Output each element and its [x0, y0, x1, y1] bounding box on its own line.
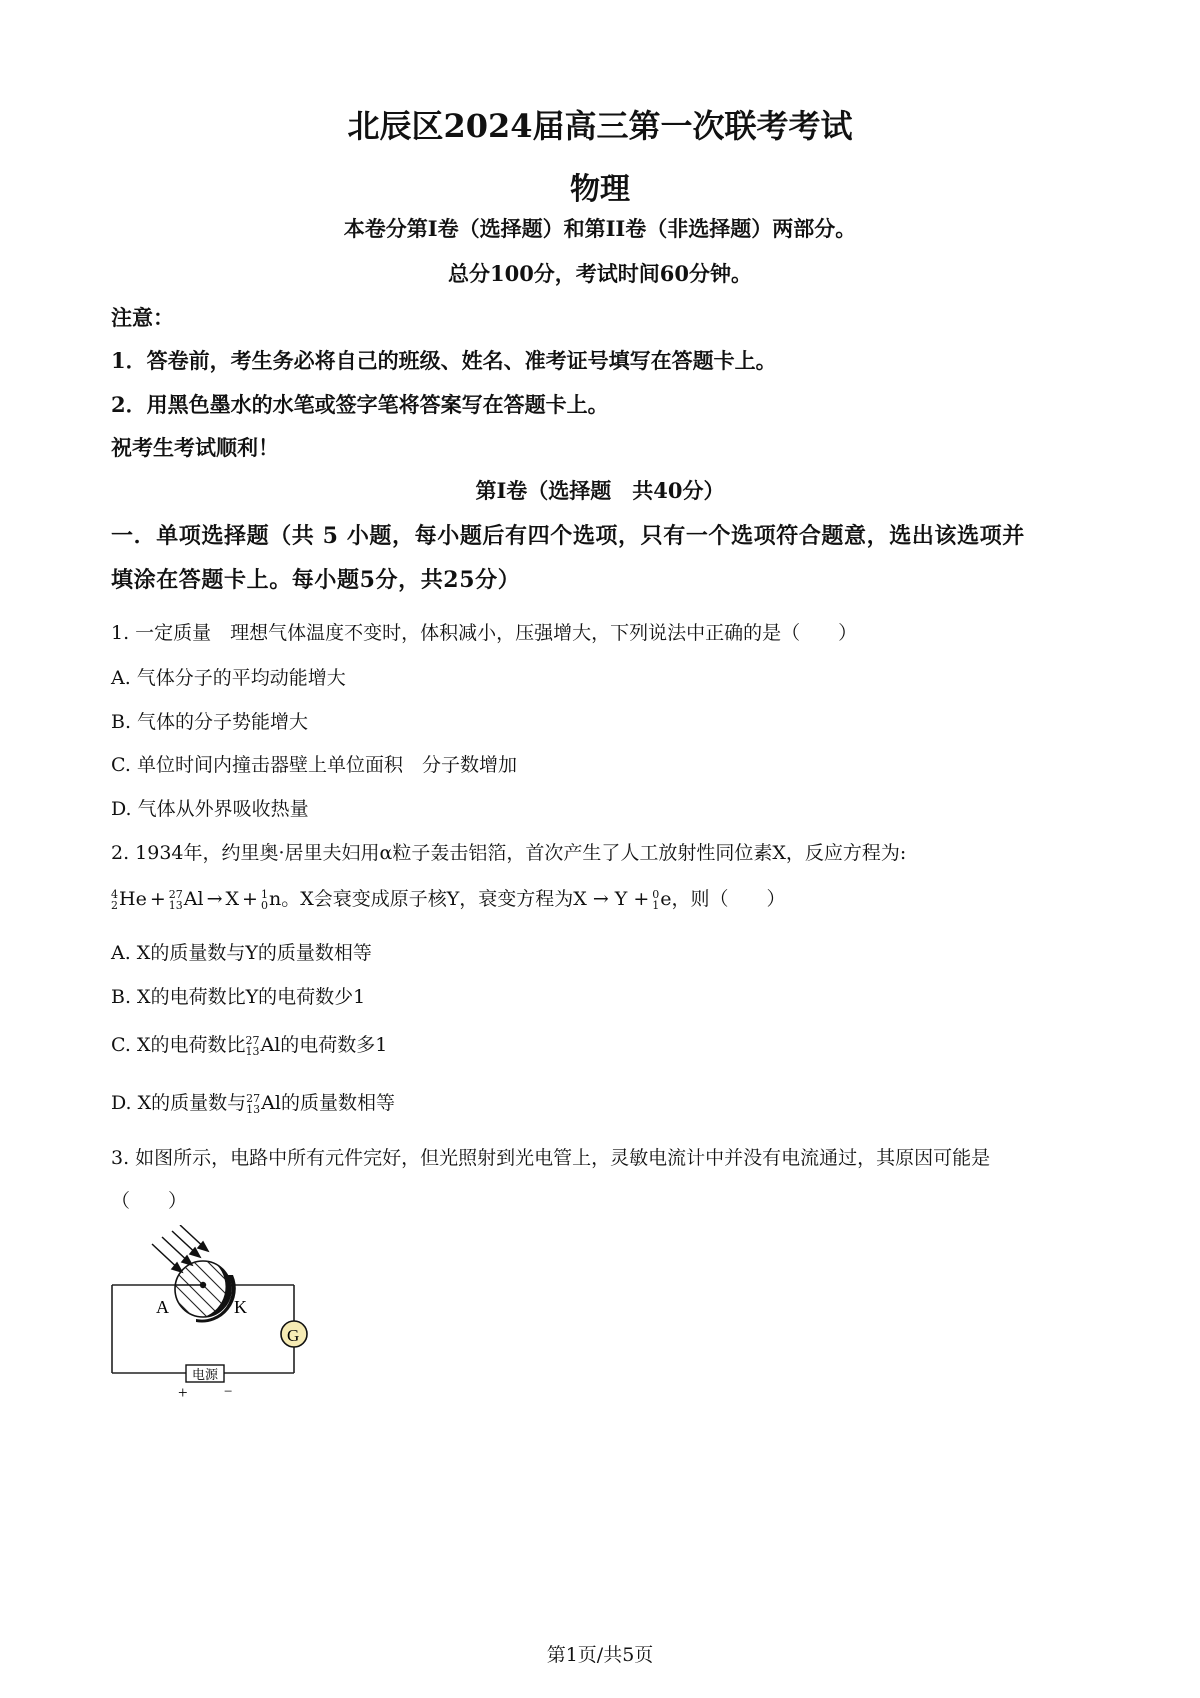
- photocell-circuit-diagram: [100, 1225, 340, 1425]
- plus-sign: +: [242, 888, 258, 910]
- al-isotope-numbers: 27 13: [168, 888, 183, 912]
- galvanometer: [281, 1321, 307, 1347]
- positron-symbol: e: [660, 888, 672, 910]
- notice-wish: 祝考生考试顺利！: [111, 435, 279, 460]
- q3-paren: （ ）: [111, 1190, 188, 1212]
- q1-option-a: A. 气体分子的平均动能增大: [111, 667, 346, 689]
- exam-title: 北辰区2024届高三第一次联考考试: [347, 107, 853, 145]
- notice-heading: 注意：: [111, 305, 174, 330]
- source-minus-label: −: [224, 1384, 233, 1400]
- neutron-numbers: 1 0: [260, 888, 268, 912]
- power-source: [178, 1365, 232, 1402]
- plus-sign: +: [149, 888, 166, 910]
- he-isotope-numbers: 4 2: [111, 888, 118, 912]
- part1-heading: 第I卷（选择题 共40分）: [475, 478, 725, 503]
- info-score-time: 总分100分，考试时间60分钟。: [447, 261, 753, 286]
- q1-option-c: C. 单位时间内撞击器壁上单位面积 分子数增加: [111, 754, 517, 776]
- label-anode-a: A: [156, 1297, 169, 1317]
- decay-text: 。X会衰变成原子核Y，衰变方程为X → Y +: [281, 888, 650, 910]
- section-heading-line1: 一．单项选择题（共 5 小题，每小题后有四个选项，只有一个选项符合题意，选出该选项并: [111, 523, 1025, 549]
- source-plus-label: +: [178, 1383, 188, 1402]
- al-isotope-numbers: 27 13: [245, 1034, 260, 1058]
- photoelectric-tube: [148, 1237, 253, 1342]
- page-footer: 第1页/共5页: [546, 1644, 654, 1666]
- q2-equation: [111, 884, 786, 911]
- q2-option-d: D. X的质量数与 27 13 Al的质量数相等: [111, 1092, 395, 1116]
- q2-option-a: A. X的质量数与Y的质量数相等: [111, 942, 372, 964]
- al-symbol: Al: [183, 888, 204, 910]
- info-parts: 本卷分第I卷（选择题）和第II卷（非选择题）两部分。: [343, 216, 857, 241]
- q2-option-b: B. X的电荷数比Y的电荷数少1: [111, 986, 366, 1008]
- he-symbol: He: [119, 888, 147, 910]
- q2-tail: ，则（ ）: [671, 888, 786, 910]
- notice-item-2: 2．用黑色墨水的水笔或签字笔将答案写在答题卡上。: [111, 392, 609, 417]
- q1-stem: 1. 一定质量 理想气体温度不变时，体积减小，压强增大，下列说法中正确的是（ ）: [111, 622, 858, 644]
- arrow-sign: →: [206, 888, 223, 910]
- q3-stem: 3. 如图所示，电路中所有元件完好，但光照射到光电管上，灵敏电流计中并没有电流通过，其原因可能是: [111, 1147, 991, 1169]
- al-isotope-numbers: 27 13: [246, 1092, 261, 1116]
- power-source-label: 电源: [192, 1367, 219, 1382]
- positron-numbers: 0 1: [652, 888, 660, 912]
- notice-item-1: 1．答卷前，考生务必将自己的班级、姓名、准考证号填写在答题卡上。: [111, 348, 777, 373]
- q1-option-d: D. 气体从外界吸收热量: [111, 798, 309, 820]
- q2-option-c: C. X的电荷数比 27 13 Al的电荷数多1: [111, 1034, 388, 1058]
- q2-stem: 2. 1934年，约里奥·居里夫妇用α粒子轰击铝箔，首次产生了人工放射性同位素X，反应方程为:: [111, 842, 907, 864]
- q1-option-b: B. 气体的分子势能增大: [111, 711, 309, 733]
- section-heading-line2: 填涂在答题卡上。每小题5分，共25分）: [111, 567, 521, 593]
- anode-dot: [200, 1282, 206, 1288]
- label-cathode-k: K: [234, 1297, 247, 1317]
- x-symbol: X: [225, 888, 240, 910]
- neutron-symbol: n: [268, 888, 282, 910]
- subject-title: 物理: [570, 172, 630, 207]
- galvanometer-label: G: [287, 1326, 300, 1345]
